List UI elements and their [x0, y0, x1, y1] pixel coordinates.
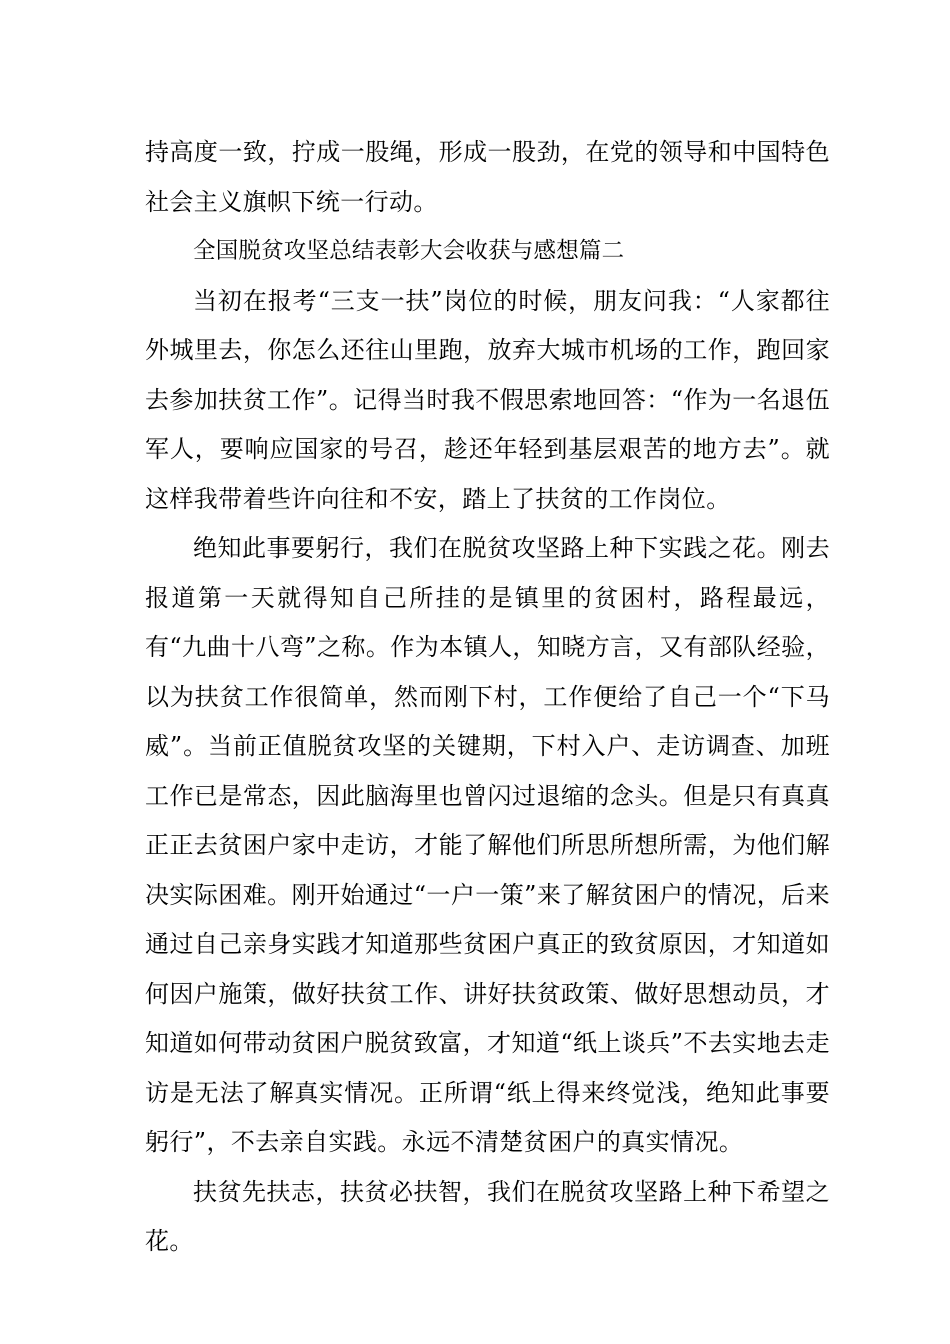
document-body [145, 128, 830, 1267]
paragraph-body: 绝知此事要躬行，我们在脱贫攻坚路上种下实践之花。刚去报道第一天就得知自己所挂的是镇里的贫困村，路程最远，有“九曲十八弯”之称。作为本镇人，知晓方言，又有部队经验，以为扶贫工作很简单，然而刚下村，工作便给了自己一个“下马威”。当前正值脱贫攻坚的关键期，下村入户、走访调查、加班工作已是常态，因此脑海里也曾闪过退缩的念头。但是只有真真正正去贫困户家中走访，才能了解他们所思所想所需，为他们解决实际困难。刚开始通过“一户一策”来了解贫困户的情况，后来通过自己亲身实践才知道那些贫困户真正的致贫原因，才知道如何因户施策，做好扶贫工作、讲好扶贫政策、做好思想动员，才知道如何带动贫困户脱贫致富，才知道“纸上谈兵”不去实地去走访是无法了解真实情况。正所谓“纸上得来终觉浅，绝知此事要躬行”，不去亲自实践。永远不清楚贫困户的真实情况。 [145, 534, 830, 1156]
paragraph-body: 当初在报考“三支一扶”岗位的时候，朋友问我：“人家都往外城里去，你怎么还往山里跑，放弃大城市机场的工作，跑回家去参加扶贫工作”。记得当时我不假思索地回答：“作为一名退伍军人，要响应国家的号召，趁还年轻到基层艰苦的地方去”。就这样我带着些许向往和不安，踏上了扶贫的工作岗位。 [145, 286, 830, 513]
paragraph-continuation: 持高度一致，拧成一股绳，形成一股劲，在党的领导和中国特色社会主义旗帜下统一行动。 [145, 138, 830, 216]
section-heading: 全国脱贫攻坚总结表彰大会收获与感想篇二 [193, 238, 625, 264]
paragraph-body: 扶贫先扶志，扶贫必扶智，我们在脱贫攻坚路上种下希望之花。 [145, 1177, 830, 1255]
